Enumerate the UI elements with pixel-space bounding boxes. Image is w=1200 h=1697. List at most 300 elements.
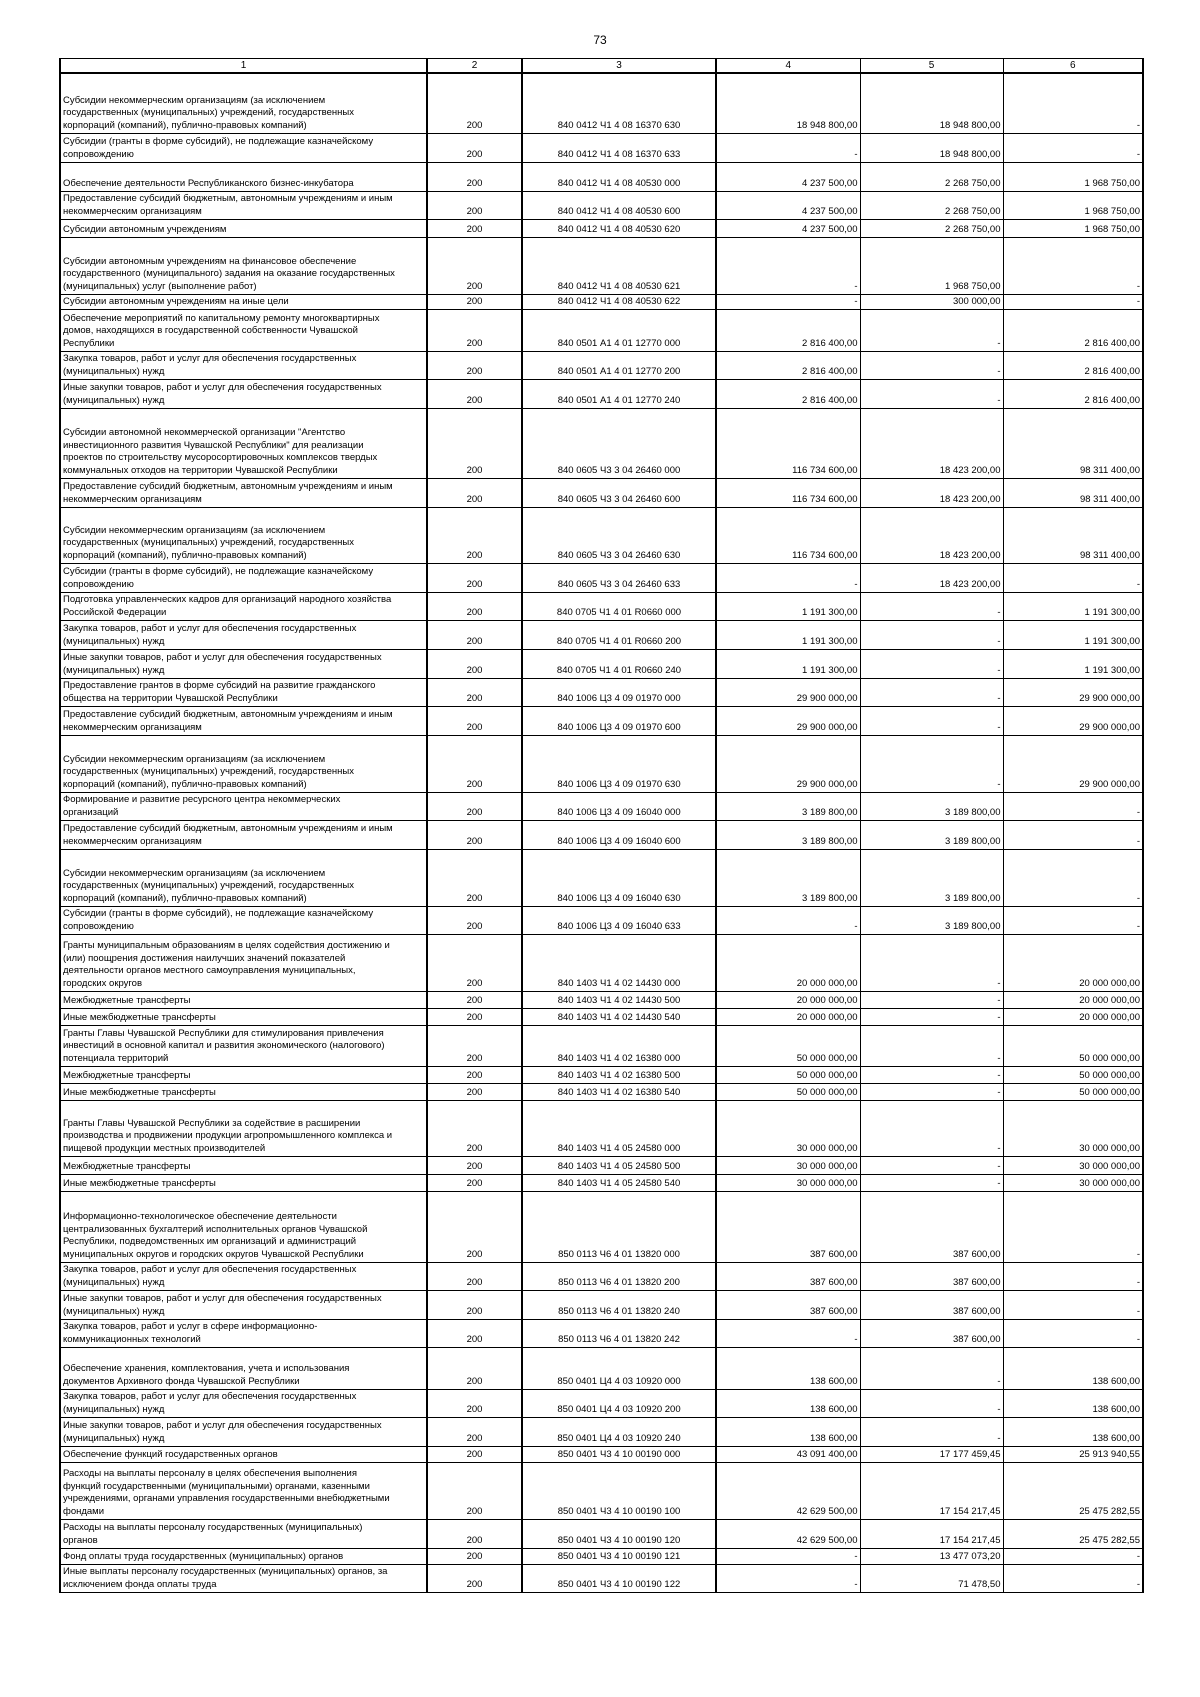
row-description: Субсидии автономным учреждениям на финансовое обеспечение государственного (муниципального) задания на оказание государственных (муниципальных) услуг (выполнение работ) <box>60 237 427 294</box>
row-amount-col6: - <box>1003 792 1143 820</box>
row-amount-col5: 300 000,00 <box>860 294 1003 309</box>
table-row <box>60 1519 1143 1548</box>
row-amount-col5: 17 154 217,45 <box>860 1519 1003 1548</box>
row-classification-code: 850 0113 Ч6 4 01 13820 240 <box>522 1290 716 1319</box>
table-row <box>60 191 1143 219</box>
row-amount-col5: - <box>860 1066 1003 1083</box>
row-amount-col4: 20 000 000,00 <box>716 991 860 1008</box>
row-amount-col5: - <box>860 1174 1003 1191</box>
row-code: 200 <box>427 706 522 735</box>
row-amount-col5: 17 154 217,45 <box>860 1462 1003 1519</box>
row-amount-col6: - <box>1003 563 1143 592</box>
row-description: Предоставление субсидий бюджетным, автономным учреждениям и иным некоммерческим организациям <box>60 706 427 735</box>
row-code: 200 <box>427 294 522 309</box>
row-amount-col6: 29 900 000,00 <box>1003 735 1143 792</box>
row-amount-col4: 1 191 300,00 <box>716 649 860 678</box>
row-classification-code: 840 1403 Ч1 4 02 16380 540 <box>522 1083 716 1100</box>
table-row <box>60 1417 1143 1446</box>
row-amount-col4: 1 191 300,00 <box>716 592 860 620</box>
row-amount-col5: 3 189 800,00 <box>860 792 1003 820</box>
row-amount-col5: - <box>860 1389 1003 1417</box>
row-classification-code: 840 0605 Ч3 3 04 26460 600 <box>522 478 716 507</box>
row-classification-code: 840 1403 Ч1 4 02 16380 500 <box>522 1066 716 1083</box>
row-classification-code: 850 0401 Ч3 4 10 00190 100 <box>522 1462 716 1519</box>
row-description: Гранты муниципальным образованиям в целях содействия достижению и (или) поощрения достижения наилучших значений показателей деятельности органов местного самоуправления муниципальных, городских округов <box>60 934 427 991</box>
table-row <box>60 1319 1143 1347</box>
row-description: Иные выплаты персоналу государственных (муниципальных) органов, за исключением фонда оплаты труда <box>60 1564 427 1592</box>
table-row <box>60 934 1143 991</box>
row-amount-col5: - <box>860 351 1003 379</box>
row-classification-code: 840 1403 Ч1 4 05 24580 540 <box>522 1174 716 1191</box>
table-row <box>60 1100 1143 1156</box>
row-amount-col5: 18 948 800,00 <box>860 133 1003 162</box>
row-description: Обеспечение мероприятий по капитальному ремонту многоквартирных домов, находящихся в государственной собственности Чувашской Республики <box>60 309 427 351</box>
row-code: 200 <box>427 1290 522 1319</box>
row-amount-col5: - <box>860 1100 1003 1156</box>
table-row <box>60 1174 1143 1191</box>
row-code: 200 <box>427 1319 522 1347</box>
row-description: Иные межбюджетные трансферты <box>60 1008 427 1025</box>
row-amount-col4: - <box>716 1564 860 1592</box>
row-amount-col6: - <box>1003 1290 1143 1319</box>
row-amount-col4: - <box>716 237 860 294</box>
row-amount-col6: 30 000 000,00 <box>1003 1100 1143 1156</box>
row-amount-col6: 29 900 000,00 <box>1003 706 1143 735</box>
table-row <box>60 162 1143 191</box>
row-amount-col6: 30 000 000,00 <box>1003 1156 1143 1174</box>
row-description: Обеспечение деятельности Республиканского бизнес-инкубатора <box>60 162 427 191</box>
table-row <box>60 1191 1143 1262</box>
table-row <box>60 507 1143 563</box>
row-description: Закупка товаров, работ и услуг для обеспечения государственных (муниципальных) нужд <box>60 620 427 649</box>
row-code: 200 <box>427 1347 522 1389</box>
row-amount-col5: - <box>860 649 1003 678</box>
row-description: Субсидии некоммерческим организациям (за исключением государственных (муниципальных) учреждений, государственных корпораций (компаний), публично-правовых компаний) <box>60 507 427 563</box>
row-code: 200 <box>427 1008 522 1025</box>
row-classification-code: 840 1403 Ч1 4 02 14430 000 <box>522 934 716 991</box>
table-row <box>60 649 1143 678</box>
row-amount-col6: - <box>1003 1564 1143 1592</box>
row-amount-col6: 25 913 940,55 <box>1003 1446 1143 1462</box>
row-amount-col6: 1 191 300,00 <box>1003 592 1143 620</box>
table-row <box>60 379 1143 408</box>
row-classification-code: 840 1006 Ц3 4 09 01970 630 <box>522 735 716 792</box>
row-amount-col6: 98 311 400,00 <box>1003 507 1143 563</box>
row-amount-col4: 20 000 000,00 <box>716 1008 860 1025</box>
row-classification-code: 840 1403 Ч1 4 05 24580 000 <box>522 1100 716 1156</box>
row-amount-col5: - <box>860 1417 1003 1446</box>
row-code: 200 <box>427 507 522 563</box>
row-amount-col4: 29 900 000,00 <box>716 706 860 735</box>
table-row <box>60 1008 1143 1025</box>
table-row <box>60 1262 1143 1290</box>
row-code: 200 <box>427 1262 522 1290</box>
row-code: 200 <box>427 1417 522 1446</box>
row-code: 200 <box>427 1191 522 1262</box>
table-row <box>60 620 1143 649</box>
row-classification-code: 840 0705 Ч1 4 01 R0660 200 <box>522 620 716 649</box>
column-header-3: 3 <box>522 59 716 74</box>
row-code: 200 <box>427 934 522 991</box>
row-classification-code: 850 0113 Ч6 4 01 13820 200 <box>522 1262 716 1290</box>
row-code: 200 <box>427 592 522 620</box>
row-classification-code: 840 1403 Ч1 4 05 24580 500 <box>522 1156 716 1174</box>
budget-table <box>59 58 1144 1593</box>
row-amount-col5: 18 423 200,00 <box>860 408 1003 478</box>
row-description: Субсидии (гранты в форме субсидий), не подлежащие казначейскому сопровождению <box>60 906 427 934</box>
row-amount-col6: - <box>1003 237 1143 294</box>
row-description: Межбюджетные трансферты <box>60 991 427 1008</box>
row-amount-col5: - <box>860 735 1003 792</box>
row-amount-col5: 3 189 800,00 <box>860 906 1003 934</box>
row-amount-col6: 138 600,00 <box>1003 1417 1143 1446</box>
table-row <box>60 1066 1143 1083</box>
row-description: Межбюджетные трансферты <box>60 1066 427 1083</box>
row-amount-col4: 50 000 000,00 <box>716 1025 860 1066</box>
row-amount-col6: - <box>1003 1191 1143 1262</box>
row-amount-col5: 387 600,00 <box>860 1262 1003 1290</box>
row-code: 200 <box>427 792 522 820</box>
row-code: 200 <box>427 162 522 191</box>
row-amount-col6: - <box>1003 133 1143 162</box>
row-amount-col6: 50 000 000,00 <box>1003 1066 1143 1083</box>
row-amount-col5: 18 948 800,00 <box>860 73 1003 133</box>
row-amount-col4: 3 189 800,00 <box>716 820 860 849</box>
row-amount-col5: - <box>860 991 1003 1008</box>
row-amount-col4: 50 000 000,00 <box>716 1066 860 1083</box>
table-row <box>60 792 1143 820</box>
row-description: Гранты Главы Чувашской Республики для стимулирования привлечения инвестиций в основной капитал и развития экономического (налогового) потенциала территорий <box>60 1025 427 1066</box>
row-amount-col4: 116 734 600,00 <box>716 478 860 507</box>
row-amount-col6: 98 311 400,00 <box>1003 408 1143 478</box>
row-code: 200 <box>427 309 522 351</box>
row-amount-col5: 3 189 800,00 <box>860 820 1003 849</box>
row-amount-col4: - <box>716 1319 860 1347</box>
row-code: 200 <box>427 906 522 934</box>
row-amount-col4: 30 000 000,00 <box>716 1174 860 1191</box>
row-code: 200 <box>427 1083 522 1100</box>
row-amount-col6: 1 968 750,00 <box>1003 162 1143 191</box>
row-amount-col6: 50 000 000,00 <box>1003 1025 1143 1066</box>
row-code: 200 <box>427 1462 522 1519</box>
row-amount-col4: 116 734 600,00 <box>716 507 860 563</box>
row-amount-col4: 50 000 000,00 <box>716 1083 860 1100</box>
row-classification-code: 840 1006 Ц3 4 09 16040 633 <box>522 906 716 934</box>
row-classification-code: 840 0412 Ч1 4 08 16370 630 <box>522 73 716 133</box>
row-amount-col5: 18 423 200,00 <box>860 507 1003 563</box>
table-row <box>60 820 1143 849</box>
row-classification-code: 840 1403 Ч1 4 02 16380 000 <box>522 1025 716 1066</box>
row-code: 200 <box>427 237 522 294</box>
row-classification-code: 850 0401 Ч3 4 10 00190 120 <box>522 1519 716 1548</box>
row-description: Субсидии автономной некоммерческой организации "Агентство инвестиционного развития Чувашской Республики" для реализации проектов по строительству мусоросортировочных комплексов твердых коммунальных отходов на территории Чувашской Республики <box>60 408 427 478</box>
row-classification-code: 840 0605 Ч3 3 04 26460 633 <box>522 563 716 592</box>
table-row <box>60 478 1143 507</box>
row-amount-col4: 138 600,00 <box>716 1347 860 1389</box>
row-amount-col5: - <box>860 934 1003 991</box>
row-code: 200 <box>427 849 522 906</box>
row-amount-col4: 138 600,00 <box>716 1417 860 1446</box>
row-description: Фонд оплаты труда государственных (муниципальных) органов <box>60 1548 427 1564</box>
row-amount-col4: - <box>716 563 860 592</box>
row-amount-col6: 2 816 400,00 <box>1003 351 1143 379</box>
row-amount-col6: 20 000 000,00 <box>1003 934 1143 991</box>
row-classification-code: 840 0412 Ч1 4 08 40530 621 <box>522 237 716 294</box>
table-row <box>60 1025 1143 1066</box>
row-description: Иные закупки товаров, работ и услуг для обеспечения государственных (муниципальных) нужд <box>60 1417 427 1446</box>
row-description: Закупка товаров, работ и услуг для обеспечения государственных (муниципальных) нужд <box>60 1389 427 1417</box>
row-amount-col4: 1 191 300,00 <box>716 620 860 649</box>
row-classification-code: 840 0501 А1 4 01 12770 000 <box>522 309 716 351</box>
table-body <box>60 73 1143 1592</box>
row-code: 200 <box>427 351 522 379</box>
row-amount-col4: 387 600,00 <box>716 1290 860 1319</box>
row-description: Формирование и развитие ресурсного центра некоммерческих организаций <box>60 792 427 820</box>
page-number: 73 <box>593 33 607 47</box>
row-description: Иные закупки товаров, работ и услуг для обеспечения государственных (муниципальных) нужд <box>60 1290 427 1319</box>
row-classification-code: 840 1006 Ц3 4 09 16040 600 <box>522 820 716 849</box>
column-header-6: 6 <box>1003 59 1143 74</box>
table-row <box>60 1446 1143 1462</box>
row-amount-col5: 3 189 800,00 <box>860 849 1003 906</box>
row-amount-col6: 25 475 282,55 <box>1003 1519 1143 1548</box>
row-amount-col6: 1 191 300,00 <box>1003 620 1143 649</box>
row-code: 200 <box>427 735 522 792</box>
row-amount-col5: - <box>860 706 1003 735</box>
row-code: 200 <box>427 1156 522 1174</box>
row-code: 200 <box>427 820 522 849</box>
table-row <box>60 408 1143 478</box>
row-description: Предоставление субсидий бюджетным, автономным учреждениям и иным некоммерческим организациям <box>60 191 427 219</box>
row-amount-col4: 30 000 000,00 <box>716 1156 860 1174</box>
row-code: 200 <box>427 191 522 219</box>
row-amount-col6: 138 600,00 <box>1003 1389 1143 1417</box>
row-amount-col5: 18 423 200,00 <box>860 563 1003 592</box>
row-amount-col5: - <box>860 1347 1003 1389</box>
row-amount-col6: 29 900 000,00 <box>1003 678 1143 706</box>
row-description: Подготовка управленческих кадров для организаций народного хозяйства Российской Федерации <box>60 592 427 620</box>
row-code: 200 <box>427 1100 522 1156</box>
row-amount-col6: 25 475 282,55 <box>1003 1462 1143 1519</box>
row-amount-col6: 98 311 400,00 <box>1003 478 1143 507</box>
row-amount-col4: 29 900 000,00 <box>716 735 860 792</box>
row-code: 200 <box>427 1389 522 1417</box>
row-description: Субсидии некоммерческим организациям (за исключением государственных (муниципальных) учреждений, государственных корпораций (компаний), публично-правовых компаний) <box>60 849 427 906</box>
row-code: 200 <box>427 620 522 649</box>
row-classification-code: 840 0412 Ч1 4 08 40530 622 <box>522 294 716 309</box>
row-amount-col4: 20 000 000,00 <box>716 934 860 991</box>
table-row <box>60 237 1143 294</box>
row-description: Субсидии (гранты в форме субсидий), не подлежащие казначейскому сопровождению <box>60 563 427 592</box>
row-classification-code: 840 0501 А1 4 01 12770 200 <box>522 351 716 379</box>
table-row <box>60 906 1143 934</box>
row-description: Иные межбюджетные трансферты <box>60 1174 427 1191</box>
row-amount-col6: 1 191 300,00 <box>1003 649 1143 678</box>
table-row <box>60 1564 1143 1592</box>
row-amount-col5: 2 268 750,00 <box>860 219 1003 237</box>
row-amount-col5: 18 423 200,00 <box>860 478 1003 507</box>
row-classification-code: 840 0412 Ч1 4 08 40530 600 <box>522 191 716 219</box>
row-amount-col6: - <box>1003 906 1143 934</box>
row-code: 200 <box>427 379 522 408</box>
row-amount-col4: 4 237 500,00 <box>716 219 860 237</box>
table-row <box>60 706 1143 735</box>
row-code: 200 <box>427 478 522 507</box>
table-row <box>60 219 1143 237</box>
row-amount-col6: 1 968 750,00 <box>1003 219 1143 237</box>
row-classification-code: 850 0401 Ц4 4 03 10920 200 <box>522 1389 716 1417</box>
row-amount-col5: 2 268 750,00 <box>860 191 1003 219</box>
table-row <box>60 133 1143 162</box>
row-description: Субсидии автономным учреждениям <box>60 219 427 237</box>
row-amount-col6: 20 000 000,00 <box>1003 1008 1143 1025</box>
row-code: 200 <box>427 1564 522 1592</box>
row-amount-col4: 30 000 000,00 <box>716 1100 860 1156</box>
row-code: 200 <box>427 991 522 1008</box>
row-description: Обеспечение хранения, комплектования, учета и использования документов Архивного фонда Чувашской Республики <box>60 1347 427 1389</box>
column-header-1: 1 <box>60 59 427 74</box>
row-classification-code: 850 0401 Ц4 4 03 10920 000 <box>522 1347 716 1389</box>
row-classification-code: 850 0401 Ч3 4 10 00190 121 <box>522 1548 716 1564</box>
row-code: 200 <box>427 649 522 678</box>
table-row <box>60 563 1143 592</box>
row-amount-col6: - <box>1003 820 1143 849</box>
row-classification-code: 840 1403 Ч1 4 02 14430 540 <box>522 1008 716 1025</box>
table-row <box>60 1389 1143 1417</box>
row-amount-col5: 71 478,50 <box>860 1564 1003 1592</box>
row-amount-col4: - <box>716 1548 860 1564</box>
row-amount-col6: - <box>1003 849 1143 906</box>
row-classification-code: 840 0412 Ч1 4 08 16370 633 <box>522 133 716 162</box>
row-amount-col6: 2 816 400,00 <box>1003 309 1143 351</box>
row-amount-col5: 387 600,00 <box>860 1191 1003 1262</box>
row-classification-code: 850 0113 Ч6 4 01 13820 242 <box>522 1319 716 1347</box>
row-code: 200 <box>427 1519 522 1548</box>
column-header-5: 5 <box>860 59 1003 74</box>
row-code: 200 <box>427 1446 522 1462</box>
row-amount-col4: 4 237 500,00 <box>716 191 860 219</box>
row-classification-code: 850 0401 Ч3 4 10 00190 122 <box>522 1564 716 1592</box>
row-classification-code: 840 1006 Ц3 4 09 16040 000 <box>522 792 716 820</box>
row-amount-col4: 42 629 500,00 <box>716 1462 860 1519</box>
table-row <box>60 592 1143 620</box>
row-classification-code: 840 1006 Ц3 4 09 01970 000 <box>522 678 716 706</box>
row-description: Межбюджетные трансферты <box>60 1156 427 1174</box>
row-classification-code: 840 0705 Ч1 4 01 R0660 240 <box>522 649 716 678</box>
row-amount-col6: 1 968 750,00 <box>1003 191 1143 219</box>
table-row <box>60 678 1143 706</box>
row-classification-code: 840 0501 А1 4 01 12770 240 <box>522 379 716 408</box>
row-description: Информационно-технологическое обеспечение деятельности централизованных бухгалтерий исполнительных органов Чувашской Республики, подведомственных им организаций и администраций муниципальных округов и городских округов Чувашской Республики <box>60 1191 427 1262</box>
table-row <box>60 849 1143 906</box>
row-code: 200 <box>427 73 522 133</box>
row-classification-code: 840 1006 Ц3 4 09 01970 600 <box>522 706 716 735</box>
row-amount-col4: 43 091 400,00 <box>716 1446 860 1462</box>
row-amount-col5: 17 177 459,45 <box>860 1446 1003 1462</box>
table-row <box>60 1347 1143 1389</box>
row-description: Субсидии автономным учреждениям на иные цели <box>60 294 427 309</box>
row-amount-col5: - <box>860 620 1003 649</box>
row-amount-col5: - <box>860 592 1003 620</box>
row-classification-code: 840 0605 Ч3 3 04 26460 630 <box>522 507 716 563</box>
row-amount-col6: - <box>1003 1319 1143 1347</box>
row-description: Расходы на выплаты персоналу в целях обеспечения выполнения функций государственными (муниципальными) органами, казенными учреждениями, органами управления государственными внебюджетными фондами <box>60 1462 427 1519</box>
row-classification-code: 840 0412 Ч1 4 08 40530 000 <box>522 162 716 191</box>
row-amount-col4: 42 629 500,00 <box>716 1519 860 1548</box>
row-amount-col5: - <box>860 678 1003 706</box>
row-description: Субсидии (гранты в форме субсидий), не подлежащие казначейскому сопровождению <box>60 133 427 162</box>
row-amount-col4: - <box>716 294 860 309</box>
table-row <box>60 991 1143 1008</box>
row-code: 200 <box>427 219 522 237</box>
row-amount-col4: 18 948 800,00 <box>716 73 860 133</box>
row-description: Предоставление грантов в форме субсидий на развитие гражданского общества на территории Чувашской Республики <box>60 678 427 706</box>
row-amount-col5: - <box>860 1083 1003 1100</box>
row-amount-col6: - <box>1003 294 1143 309</box>
table-row <box>60 309 1143 351</box>
row-amount-col4: 387 600,00 <box>716 1262 860 1290</box>
row-description: Иные закупки товаров, работ и услуг для обеспечения государственных (муниципальных) нужд <box>60 649 427 678</box>
row-amount-col5: - <box>860 1008 1003 1025</box>
table-row <box>60 1548 1143 1564</box>
table-row <box>60 73 1143 133</box>
row-amount-col4: 3 189 800,00 <box>716 849 860 906</box>
row-description: Иные межбюджетные трансферты <box>60 1083 427 1100</box>
row-classification-code: 850 0401 Ц4 4 03 10920 240 <box>522 1417 716 1446</box>
column-header-2: 2 <box>427 59 522 74</box>
row-code: 200 <box>427 1174 522 1191</box>
row-amount-col5: - <box>860 1156 1003 1174</box>
row-description: Закупка товаров, работ и услуг в сфере информационно- коммуникационных технологий <box>60 1319 427 1347</box>
row-code: 200 <box>427 408 522 478</box>
row-code: 200 <box>427 133 522 162</box>
row-amount-col5: - <box>860 379 1003 408</box>
row-amount-col5: 13 477 073,20 <box>860 1548 1003 1564</box>
table-header-row <box>60 59 1143 74</box>
row-description: Закупка товаров, работ и услуг для обеспечения государственных (муниципальных) нужд <box>60 1262 427 1290</box>
row-description: Закупка товаров, работ и услуг для обеспечения государственных (муниципальных) нужд <box>60 351 427 379</box>
row-amount-col6: 20 000 000,00 <box>1003 991 1143 1008</box>
row-amount-col4: 4 237 500,00 <box>716 162 860 191</box>
row-amount-col5: 387 600,00 <box>860 1319 1003 1347</box>
row-amount-col6: - <box>1003 73 1143 133</box>
table-row <box>60 1156 1143 1174</box>
row-code: 200 <box>427 1548 522 1564</box>
row-code: 200 <box>427 563 522 592</box>
row-description: Предоставление субсидий бюджетным, автономным учреждениям и иным некоммерческим организациям <box>60 478 427 507</box>
row-amount-col5: 1 968 750,00 <box>860 237 1003 294</box>
row-description: Гранты Главы Чувашской Республики за содействие в расширении производства и продвижении продукции агропромышленного комплекса и пищевой продукции местных производителей <box>60 1100 427 1156</box>
table-row <box>60 735 1143 792</box>
row-amount-col4: 387 600,00 <box>716 1191 860 1262</box>
row-amount-col4: - <box>716 906 860 934</box>
row-code: 200 <box>427 1066 522 1083</box>
row-description: Иные закупки товаров, работ и услуг для обеспечения государственных (муниципальных) нужд <box>60 379 427 408</box>
row-amount-col4: 116 734 600,00 <box>716 408 860 478</box>
row-description: Обеспечение функций государственных органов <box>60 1446 427 1462</box>
row-code: 200 <box>427 678 522 706</box>
row-amount-col4: 2 816 400,00 <box>716 309 860 351</box>
row-amount-col6: - <box>1003 1548 1143 1564</box>
table-row <box>60 294 1143 309</box>
row-classification-code: 840 1006 Ц3 4 09 16040 630 <box>522 849 716 906</box>
row-amount-col5: 2 268 750,00 <box>860 162 1003 191</box>
row-amount-col4: 3 189 800,00 <box>716 792 860 820</box>
row-amount-col6: 30 000 000,00 <box>1003 1174 1143 1191</box>
table-row <box>60 351 1143 379</box>
row-amount-col4: - <box>716 133 860 162</box>
row-description: Предоставление субсидий бюджетным, автономным учреждениям и иным некоммерческим организациям <box>60 820 427 849</box>
